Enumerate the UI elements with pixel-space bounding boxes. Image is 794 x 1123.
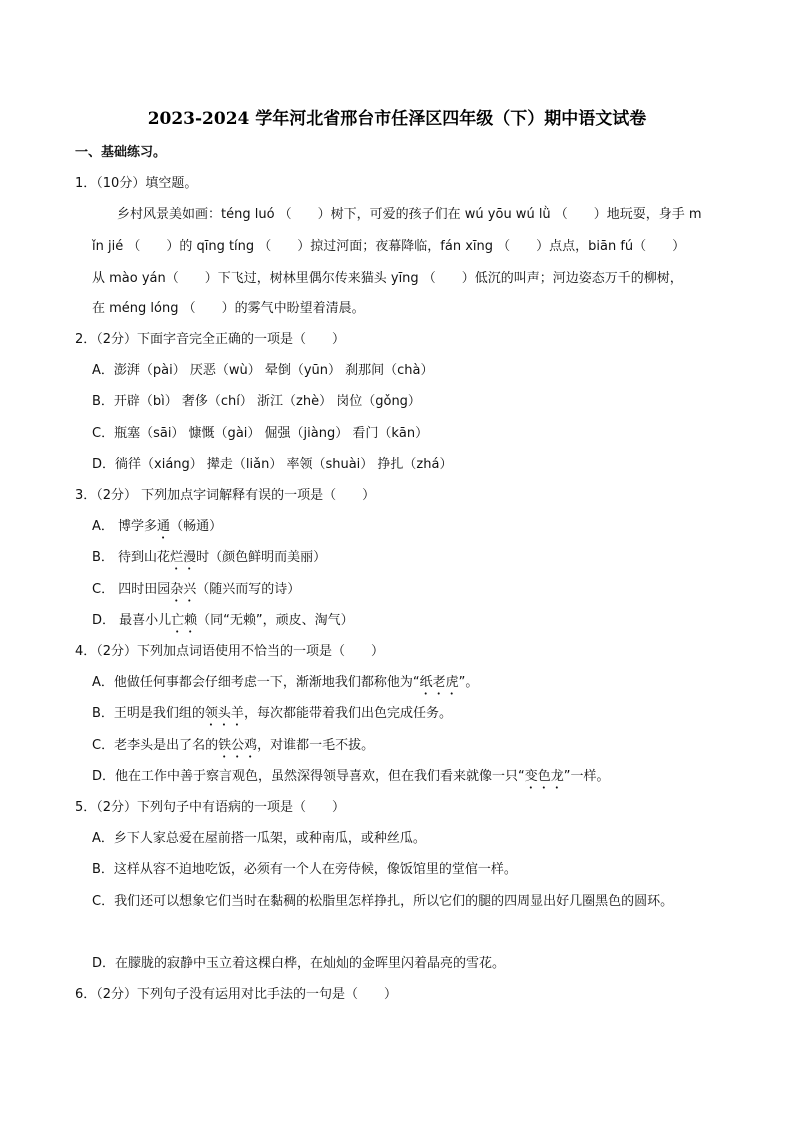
dotted-word: 杂兴 bbox=[170, 582, 197, 597]
question-4-option bbox=[92, 674, 478, 698]
page-title: 2023-2024 学年河北省邢台市任泽区四年级（下）期中语文试卷 bbox=[147, 109, 647, 129]
question-4-option bbox=[92, 705, 452, 729]
question-5-option: B．这样从容不迫地吃饭，必须有一个人在旁侍候，像饭馆里的堂倌一样。 bbox=[92, 862, 517, 877]
option-text: 最喜小儿 bbox=[115, 613, 172, 628]
question-3-option bbox=[92, 518, 222, 542]
question-2-head: 2．（2分）下面字音完全正确的一项是（ ） bbox=[75, 332, 346, 347]
question-3-option bbox=[92, 581, 300, 605]
option-text: 四时田园 bbox=[114, 582, 171, 597]
dotted-word: 纸老虎 bbox=[419, 675, 459, 690]
option-text: 博学多 bbox=[113, 519, 158, 534]
question-4-option bbox=[92, 768, 610, 792]
question-3-option bbox=[92, 549, 326, 573]
section-heading: 一、基础练习。 bbox=[75, 145, 167, 160]
dotted-word: 烂漫 bbox=[170, 550, 197, 565]
option-text: 待到山花 bbox=[113, 550, 171, 565]
question-2-option: C．瓶塞（sāi） 慷慨（gài） 倔强（jiàng） 看门（kān） bbox=[92, 426, 429, 441]
question-5-option: D．在朦胧的寂静中玉立着这棵白桦，在灿灿的金晖里闪着晶亮的雪花。 bbox=[92, 956, 506, 971]
question-4-option bbox=[92, 737, 374, 761]
dotted-word: 变色龙 bbox=[524, 769, 564, 784]
question-5-option: C．我们还可以想象它们当时在黏稠的松脂里怎样挣扎，所以它们的腿的四周显出好几圈黑色的圆环。 bbox=[92, 894, 674, 909]
option-letter: B． bbox=[92, 550, 114, 565]
option-text: ”一样。 bbox=[563, 769, 610, 784]
question-1-line: 从 mào yán（ ）下飞过，树林里偶尔传来猫头 yīng （ ）低沉的叫声；河边姿态万千的柳树， bbox=[92, 271, 683, 286]
question-5-option: A．乡下人家总爱在屋前搭一瓜架，或种南瓜，或种丝瓜。 bbox=[92, 831, 426, 846]
question-4-head: 4．（2分）下列加点词语使用不恰当的一项是（ ） bbox=[75, 644, 385, 659]
option-text: （同“无赖”，顽皮、淘气） bbox=[197, 613, 354, 628]
option-text: （畅通） bbox=[170, 519, 223, 534]
option-letter: D． bbox=[92, 613, 116, 628]
question-2-option: A．澎湃（pài） 厌恶（wù） 晕倒（yūn） 刹那间（chà） bbox=[92, 363, 434, 378]
option-text: ”。 bbox=[458, 675, 479, 690]
question-1-line: 乡村风景美如画：téng luó （ ）树下，可爱的孩子们在 wú yōu wú lǜ （ ）地玩耍，身手 m bbox=[117, 207, 702, 222]
question-1-line: ǐn jié （ ）的 qīng tíng （ ）掠过河面；夜幕降临，fán xīng （ ）点点，biān fú（ ） bbox=[92, 239, 686, 254]
option-text: ，对谁都一毛不拔。 bbox=[257, 738, 375, 753]
question-6-head: 6．（2分）下列句子没有运用对比手法的一句是（ ） bbox=[75, 987, 398, 1002]
dotted-word: 领头羊 bbox=[204, 706, 244, 721]
question-2-option: B．开辟（bì） 奢侈（chí） 浙江（zhè） 岗位（gǒng） bbox=[92, 394, 421, 409]
option-letter: A． bbox=[92, 519, 114, 534]
option-text: A．他做任何事都会仔细考虑一下，渐渐地我们都称他为“ bbox=[92, 675, 420, 690]
question-1-line: 在 méng lóng （ ）的雾气中盼望着清晨。 bbox=[92, 301, 365, 316]
option-letter: C． bbox=[92, 582, 115, 597]
dotted-word: 铁公鸡 bbox=[218, 738, 258, 753]
dotted-word: 通 bbox=[157, 519, 171, 534]
option-text: （随兴而写的诗） bbox=[196, 582, 301, 597]
dotted-word: 亡赖 bbox=[171, 613, 198, 628]
question-1-head: 1．（10分）填空题。 bbox=[75, 176, 198, 191]
option-text: C．老李头是出了名的 bbox=[92, 738, 219, 753]
question-5-head: 5．（2分）下列句子中有语病的一项是（ ） bbox=[75, 800, 346, 815]
option-text: ，每次都能带着我们出色完成任务。 bbox=[243, 706, 452, 721]
question-3-option bbox=[92, 612, 354, 636]
option-text: 时（颜色鲜明而美丽） bbox=[196, 550, 327, 565]
question-2-option: D．徜徉（xiáng） 撵走（liǎn） 率领（shuài） 挣扎（zhá） bbox=[92, 457, 453, 472]
option-text: D．他在工作中善于察言观色，虽然深得领导喜欢，但在我们看来就像一只“ bbox=[92, 769, 525, 784]
option-text: B．王明是我们组的 bbox=[92, 706, 205, 721]
question-3-head: 3．（2分） 下列加点字词解释有误的一项是（ ） bbox=[75, 488, 376, 503]
